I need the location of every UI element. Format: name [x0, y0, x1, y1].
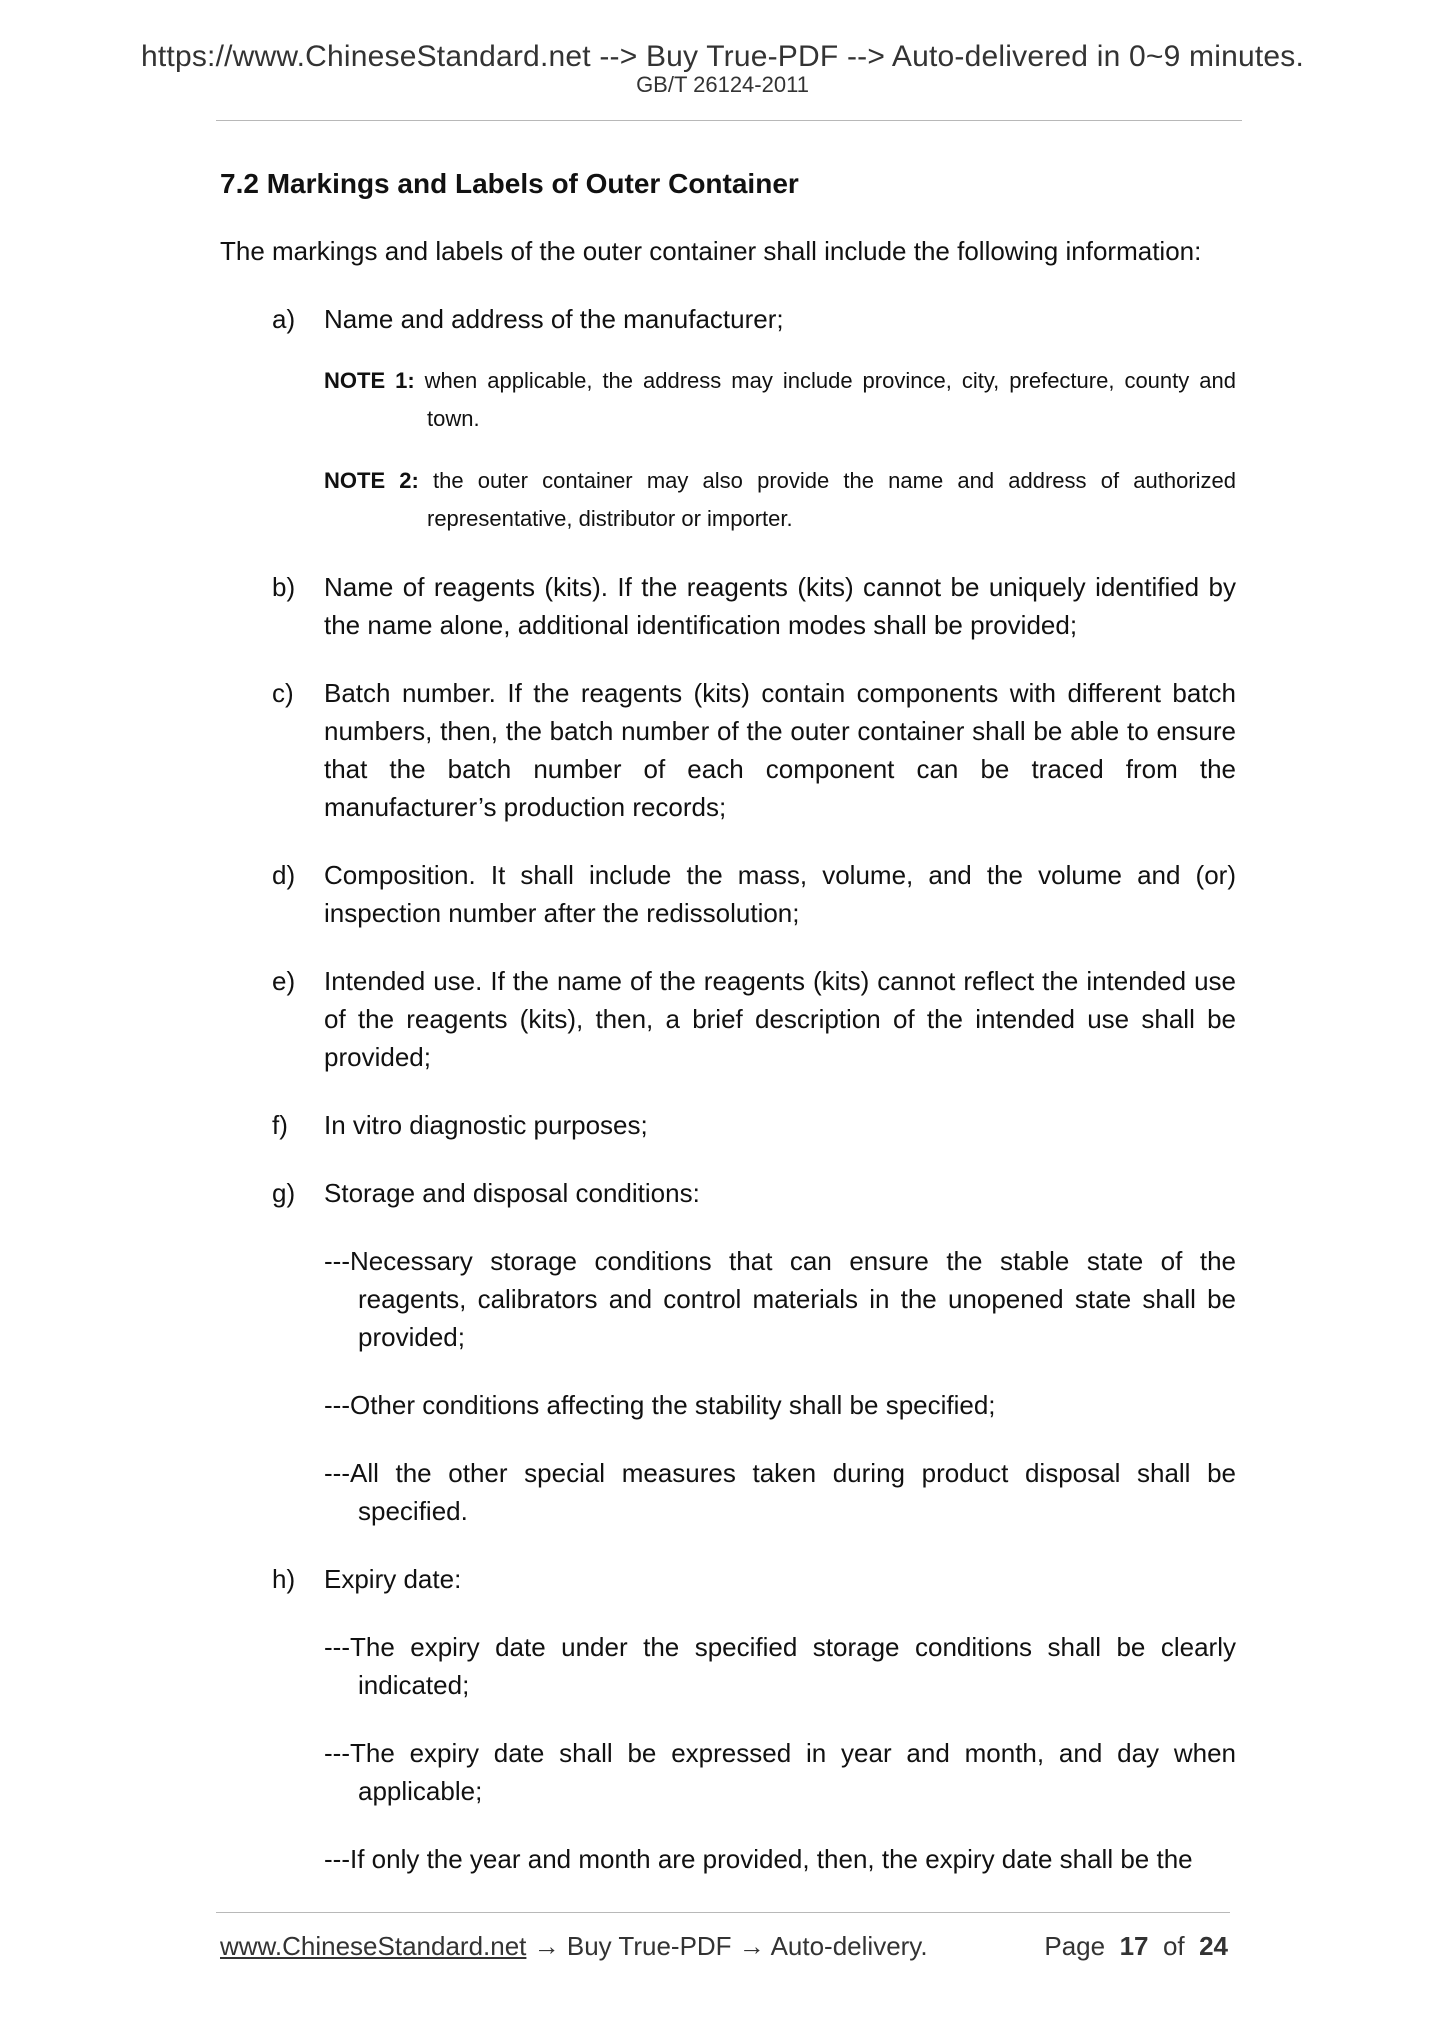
footer-promo — [220, 1928, 928, 1964]
page-number: 17 — [1119, 1931, 1149, 1961]
item-text: In vitro diagnostic purposes; — [324, 1110, 648, 1140]
list-item-f — [272, 1106, 1236, 1144]
item-text: Intended use. If the name of the reagents (kits) cannot reflect the intended use of the reagents (kits), then, a brief description of the intended use shall be provided; — [324, 966, 1236, 1072]
section-title: 7.2 Markings and Labels of Outer Container — [220, 168, 799, 199]
note-2 — [324, 462, 1236, 538]
item-text: Name of reagents (kits). If the reagents (kits) cannot be uniquely identified by the name alone, additional identification modes shall be provided; — [324, 572, 1236, 640]
page-indicator — [1044, 1928, 1228, 1964]
note-1 — [324, 362, 1236, 438]
item-label: f) — [272, 1110, 288, 1140]
sub-item-h2: ---The expiry date shall be expressed in year and month, and day when applicable; — [324, 1738, 1236, 1806]
note-text: the outer container may also provide the name and address of authorized representative, distributor or importer. — [427, 468, 1236, 531]
section-intro: The markings and labels of the outer container shall include the following information: — [220, 236, 1202, 266]
item-text: Batch number. If the reagents (kits) contain components with different batch numbers, then, the batch number of the outer container shall be able to ensure that the batch number of each component can be traced from the manufacturer’s production records; — [324, 678, 1236, 822]
page-word: Page — [1044, 1931, 1106, 1961]
list-item-c — [272, 674, 1236, 826]
list-item-h — [272, 1560, 1236, 1598]
page-total: 24 — [1199, 1931, 1228, 1961]
footer-site-link[interactable]: www.ChineseStandard.net — [220, 1931, 527, 1961]
sub-item-g1: ---Necessary storage conditions that can ensure the stable state of the reagents, calibrators and control materials in the unopened state shall be provided; — [324, 1246, 1236, 1352]
item-label: d) — [272, 860, 296, 890]
page-body — [220, 166, 1236, 1878]
footer-tagline: → Buy True-PDF → Auto-delivery. — [526, 1931, 928, 1961]
sub-item-g3: ---All the other special measures taken during product disposal shall be specified. — [324, 1458, 1236, 1526]
footer-divider — [216, 1912, 1230, 1913]
item-text: Name and address of the manufacturer; — [324, 304, 784, 334]
note-label: NOTE 1: — [324, 368, 415, 393]
note-label: NOTE 2: — [324, 468, 419, 493]
list-item-g — [272, 1174, 1236, 1212]
sub-item-h3: ---If only the year and month are provided, then, the expiry date shall be the — [324, 1844, 1193, 1874]
item-label: b) — [272, 572, 296, 602]
item-text: Storage and disposal conditions: — [324, 1178, 700, 1208]
list-item-a — [272, 300, 1236, 338]
sub-item-g2: ---Other conditions affecting the stability shall be specified; — [324, 1390, 996, 1420]
list-item-d — [272, 856, 1236, 932]
item-label: e) — [272, 966, 296, 996]
of-word: of — [1162, 1931, 1185, 1961]
list-item-b — [272, 568, 1236, 644]
header-banner: https://www.ChineseStandard.net --> Buy True-PDF --> Auto-delivered in 0~9 minutes. — [141, 40, 1304, 73]
list-item-e — [272, 962, 1236, 1076]
item-label: g) — [272, 1178, 296, 1208]
sub-item-h1: ---The expiry date under the specified storage conditions shall be clearly indicated; — [324, 1632, 1236, 1700]
item-label: c) — [272, 678, 294, 708]
document-id: GB/T 26124-2011 — [636, 72, 809, 97]
item-label: a) — [272, 304, 296, 334]
item-text: Expiry date: — [324, 1564, 462, 1594]
header-divider — [216, 120, 1242, 121]
note-text: when applicable, the address may include province, city, prefecture, county and town. — [424, 368, 1236, 431]
item-label: h) — [272, 1564, 296, 1594]
item-text: Composition. It shall include the mass, volume, and the volume and (or) inspection number after the redissolution; — [324, 860, 1236, 928]
